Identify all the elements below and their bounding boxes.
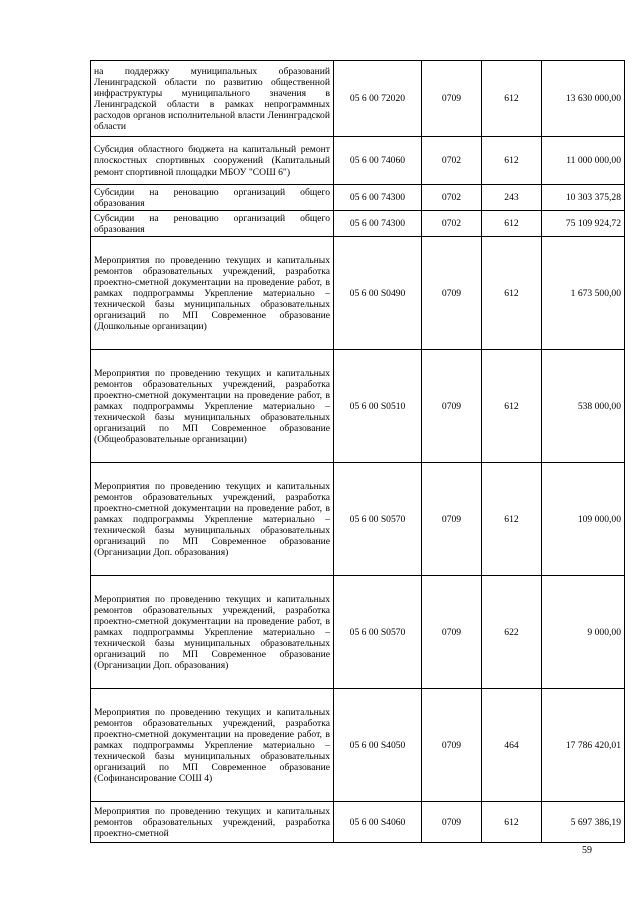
table-row (91, 211, 625, 237)
row-section-code: 0709 (422, 689, 482, 802)
table-row (91, 802, 625, 843)
row-description: на поддержку муниципальных образований Ленинградской области по развитию общественной инфраструктуры муниципального значения в Ленинградской области в рамках непрограммных расходов органов исполнительной власти Ленинградской области (91, 61, 334, 137)
row-expense-type: 612 (482, 211, 542, 237)
row-amount: 17 786 420,01 (542, 689, 625, 802)
row-amount: 13 630 000,00 (542, 61, 625, 137)
row-target-code: 05 6 00 74300 (334, 185, 422, 211)
table-row (91, 237, 625, 350)
row-section-code: 0709 (422, 463, 482, 576)
table-row (91, 350, 625, 463)
row-description: Мероприятия по проведению текущих и капитальных ремонтов образовательных учреждений, разработка проектно-сметной документации на проведение работ, в рамках подпрограммы Укрепление материально – технической базы муниципальных образовательных организаций по МП Современное образование (Организации Доп. образования) (91, 576, 334, 689)
row-expense-type: 612 (482, 137, 542, 185)
budget-table-body (91, 61, 625, 843)
row-target-code: 05 6 00 S0510 (334, 350, 422, 463)
row-description: Мероприятия по проведению текущих и капитальных ремонтов образовательных учреждений, разработка проектно-сметной документации на проведение работ, в рамках подпрограммы Укрепление материально – технической базы муниципальных образовательных организаций по МП Современное образование (Организации Доп. образования) (91, 463, 334, 576)
row-section-code: 0709 (422, 576, 482, 689)
budget-table (90, 60, 625, 843)
row-expense-type: 243 (482, 185, 542, 211)
table-row (91, 137, 625, 185)
row-description: Субсидии на реновацию организаций общего образования (91, 211, 334, 237)
row-description: Мероприятия по проведению текущих и капитальных ремонтов образовательных учреждений, разработка проектно-сметной документации на проведение работ, в рамках подпрограммы Укрепление материально – технической базы муниципальных образовательных организаций по МП Современное образование (Общеобразовательные организации) (91, 350, 334, 463)
row-section-code: 0709 (422, 802, 482, 843)
row-target-code: 05 6 00 S0490 (334, 237, 422, 350)
row-amount: 9 000,00 (542, 576, 625, 689)
row-description: Мероприятия по проведению текущих и капитальных ремонтов образовательных учреждений, разработка проектно-сметной документации на проведение работ, в рамках подпрограммы Укрепление материально – технической базы муниципальных образовательных организаций по МП Современное образование (Дошкольные организации) (91, 237, 334, 350)
row-amount: 10 303 375,28 (542, 185, 625, 211)
row-amount: 538 000,00 (542, 350, 625, 463)
row-target-code: 05 6 00 S4060 (334, 802, 422, 843)
row-amount: 75 109 924,72 (542, 211, 625, 237)
row-target-code: 05 6 00 S0570 (334, 576, 422, 689)
table-row (91, 576, 625, 689)
row-target-code: 05 6 00 S4050 (334, 689, 422, 802)
table-row (91, 689, 625, 802)
row-section-code: 0709 (422, 350, 482, 463)
row-expense-type: 612 (482, 61, 542, 137)
row-description: Субсидия областного бюджета на капитальный ремонт плоскостных спортивных сооружений (Капитальный ремонт спортивной площадки МБОУ "СОШ 6") (91, 137, 334, 185)
table-row (91, 61, 625, 137)
table-row (91, 463, 625, 576)
row-section-code: 0702 (422, 185, 482, 211)
row-target-code: 05 6 00 72020 (334, 61, 422, 137)
row-amount: 1 673 500,00 (542, 237, 625, 350)
row-section-code: 0702 (422, 137, 482, 185)
row-target-code: 05 6 00 S0570 (334, 463, 422, 576)
table-row (91, 185, 625, 211)
page-number: 59 (582, 845, 592, 856)
row-section-code: 0702 (422, 211, 482, 237)
row-description: Мероприятия по проведению текущих и капитальных ремонтов образовательных учреждений, разработка проектно-сметной (91, 802, 334, 843)
row-expense-type: 612 (482, 463, 542, 576)
row-amount: 11 000 000,00 (542, 137, 625, 185)
row-description: Субсидии на реновацию организаций общего образования (91, 185, 334, 211)
row-section-code: 0709 (422, 61, 482, 137)
row-expense-type: 612 (482, 802, 542, 843)
row-expense-type: 464 (482, 689, 542, 802)
row-expense-type: 612 (482, 350, 542, 463)
row-section-code: 0709 (422, 237, 482, 350)
row-amount: 109 000,00 (542, 463, 625, 576)
row-expense-type: 612 (482, 237, 542, 350)
row-amount: 5 697 386,19 (542, 802, 625, 843)
row-expense-type: 622 (482, 576, 542, 689)
row-target-code: 05 6 00 74060 (334, 137, 422, 185)
row-target-code: 05 6 00 74300 (334, 211, 422, 237)
row-description: Мероприятия по проведению текущих и капитальных ремонтов образовательных учреждений, разработка проектно-сметной документации на проведение работ, в рамках подпрограммы Укрепление материально – технической базы муниципальных образовательных организаций по МП Современное образование (Софинансирование СОШ 4) (91, 689, 334, 802)
